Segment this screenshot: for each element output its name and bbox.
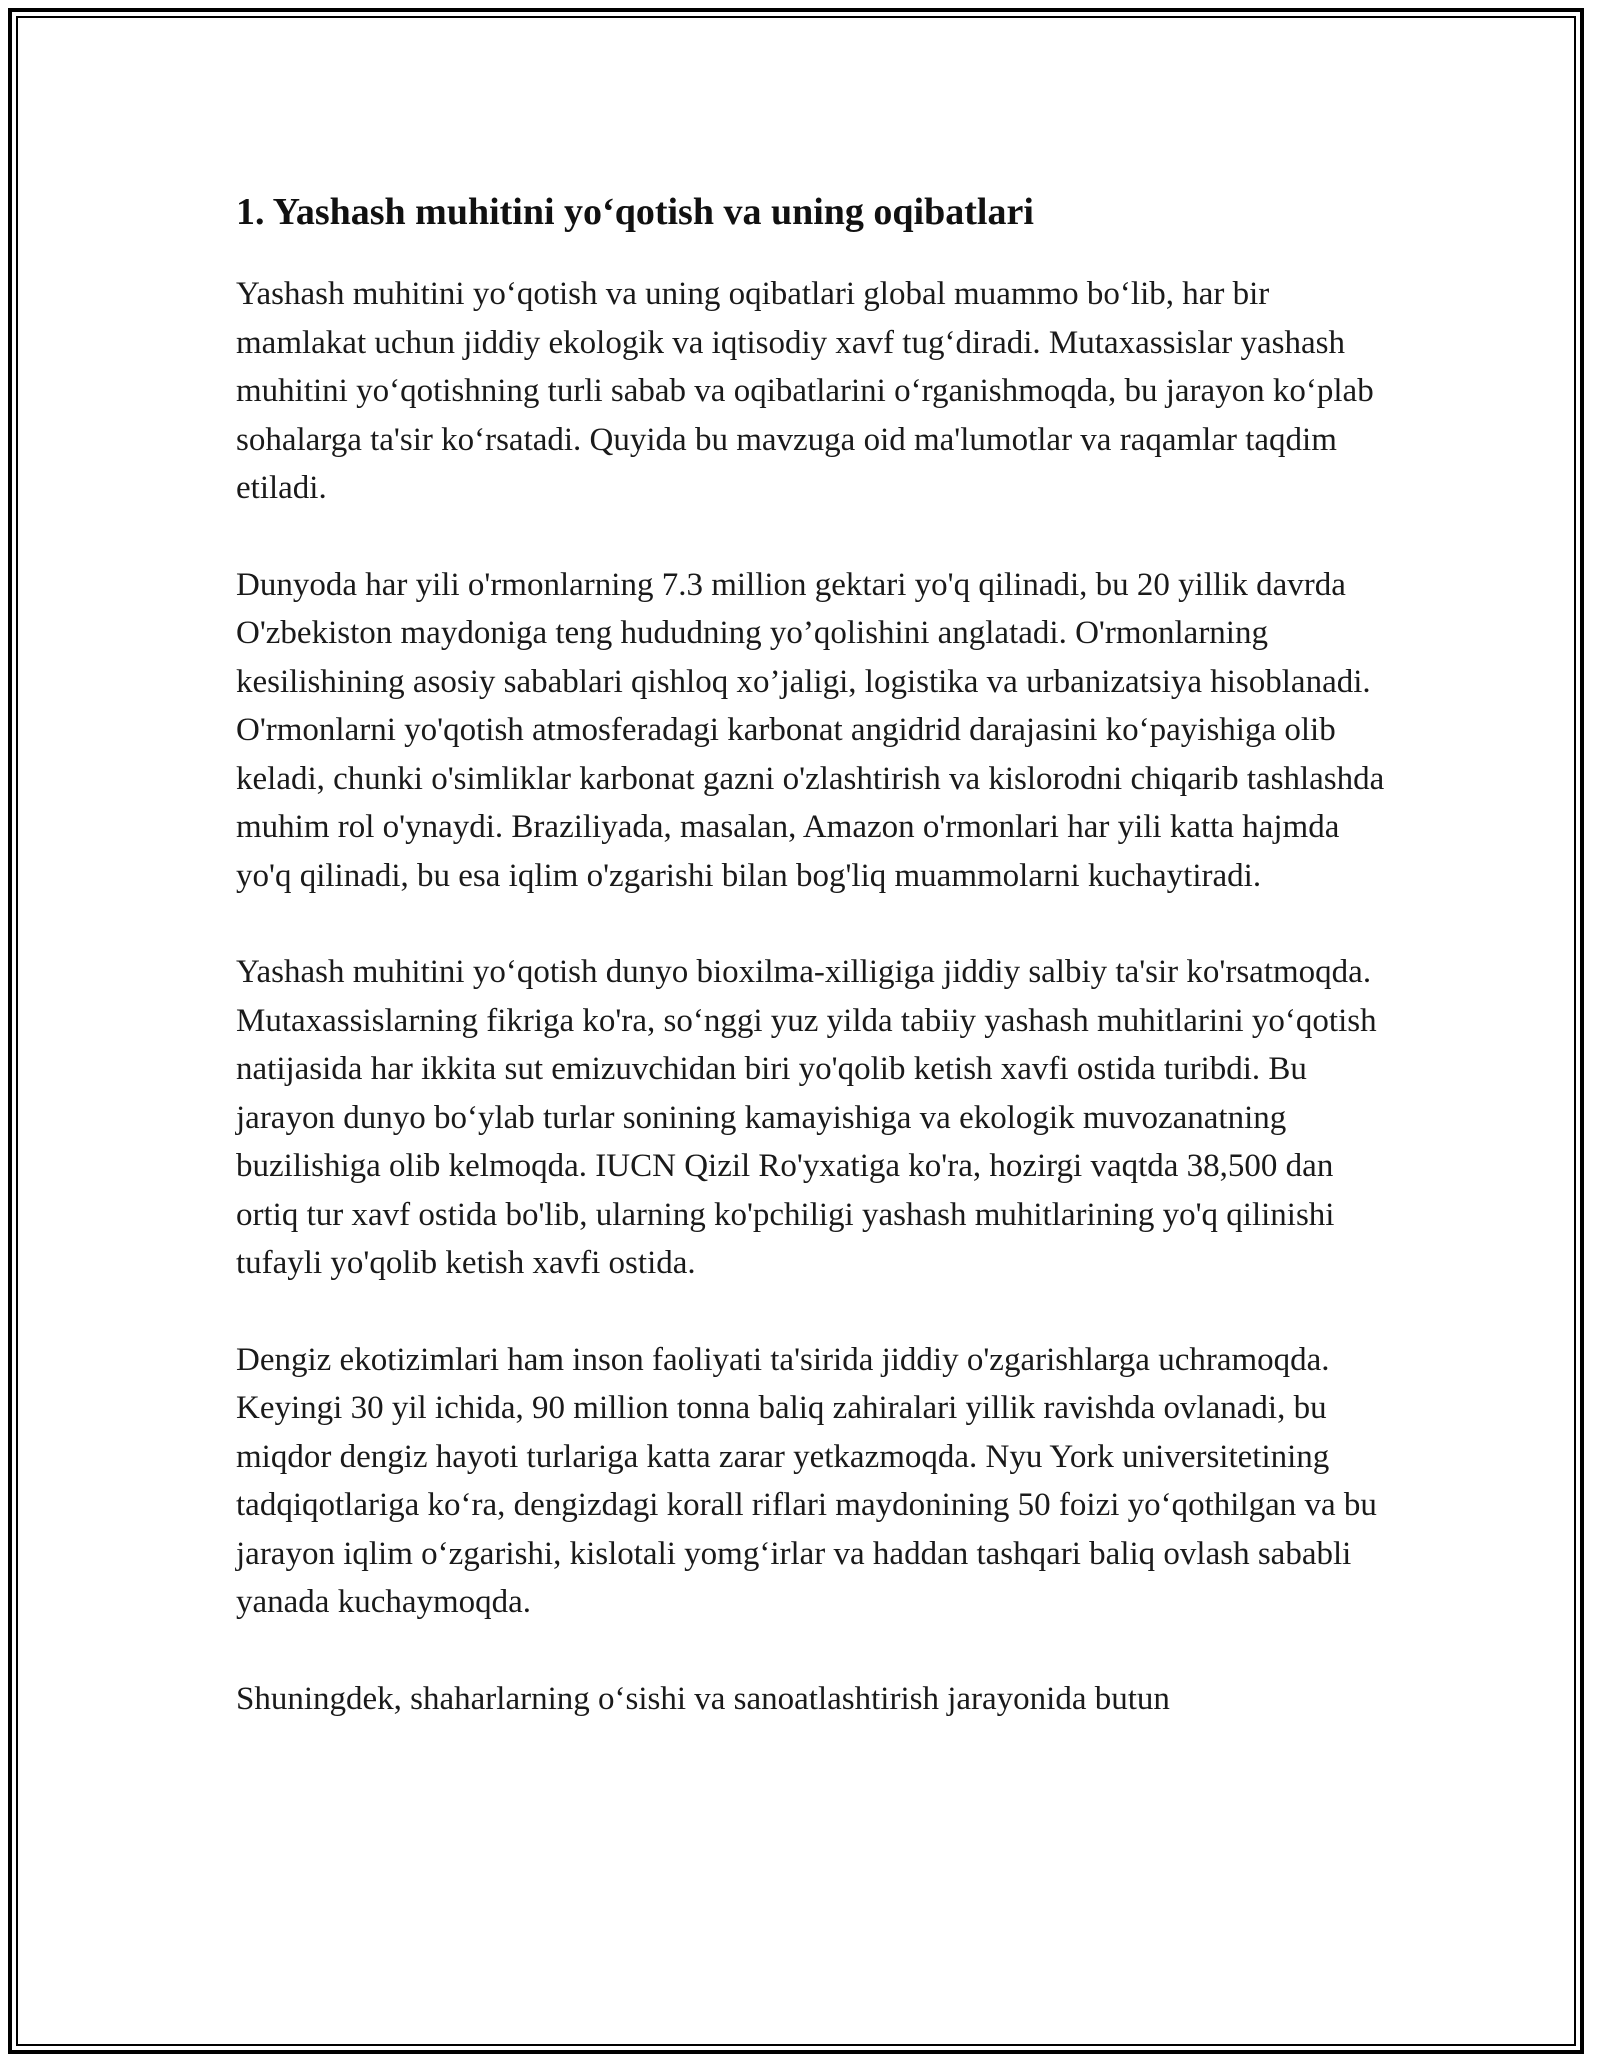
- paragraph-urbanization: Shuningdek, shaharlarning o‘sishi va sanoatlashtirish jarayonida butun: [236, 1680, 1170, 1717]
- document-body: [236, 186, 1386, 1771]
- paragraph-marine: Dengiz ekotizimlari ham inson faoliyati ta'sirida jiddiy o'zgarishlarga uchramoqda. Keyingi 30 yil ichida, 90 million tonna baliq zahiralari yillik ravishda ovlanadi, bu miqdor dengiz hayoti turlariga katta zarar yetkazmoqda. Nyu York universitetining tadqiqotlariga ko‘ra, dengizdagi korall riflari maydonining 50 foizi yo‘qothilgan va bu jarayon iqlim o‘zgarishi, kislotali yomg‘irlar va haddan tashqari baliq ovlash sababli yanada kuchaymoqda.: [236, 1341, 1377, 1620]
- paragraph-biodiversity: Yashash muhitini yo‘qotish dunyo bioxilma-xilligiga jiddiy salbiy ta'sir ko'rsatmoqda. Mutaxassislarning fikriga ko'ra, so‘nggi yuz yilda tabiiy yashash muhitlarini yo‘qotish natijasida har ikkita sut emizuvchidan biri yo'qolib ketish xavfi ostida turibdi. Bu jarayon dunyo bo‘ylab turlar sonining kamayishiga va ekologik muvozanatning buzilishiga olib kelmoqda. IUCN Qizil Ro'yxatiga ko'ra, hozirgi vaqtda 38,500 dan ortiq tur xavf ostida bo'lib, ularning ko'pchiligi yashash muhitlarining yo'q qilinishi tufayli yo'qolib ketish xavfi ostida.: [236, 954, 1377, 1281]
- paragraph-deforestation: Dunyoda har yili o'rmonlarning 7.3 million gektari yo'q qilinadi, bu 20 yillik davrda O'zbekiston maydoniga teng hududning yo’qolishini anglatadi. O'rmonlarning kesilishining asosiy sabablari qishloq xo’jaligi, logistika va urbanizatsiya hisoblanadi. O'rmonlarni yo'qotish atmosferadagi karbonat angidrid darajasini ko‘payishiga olib keladi, chunki o'simliklar karbonat gazni o'zlashtirish va kislorodni chiqarib tashlashda muhim rol o'ynaydi. Braziliyada, masalan, Amazon o'rmonlari har yili katta hajmda yo'q qilinadi, bu esa iqlim o'zgarishi bilan bog'liq muammolarni kuchaytiradi.: [236, 566, 1385, 894]
- section-heading: 1. Yashash muhitini yo‘qotish va uning oqibatlari: [236, 191, 1034, 233]
- paragraph-intro: Yashash muhitini yo‘qotish va uning oqibatlari global muammo bo‘lib, har bir mamlakat uchun jiddiy ekologik va iqtisodiy xavf tug‘diradi. Mutaxassislar yashash muhitini yo‘qotishning turli sabab va oqibatlarini o‘rganishmoqda, bu jarayon ko‘plab sohalarga ta'sir ko‘rsatadi. Quyida bu mavzuga oid ma'lumotlar va raqamlar taqdim etiladi.: [236, 276, 1374, 506]
